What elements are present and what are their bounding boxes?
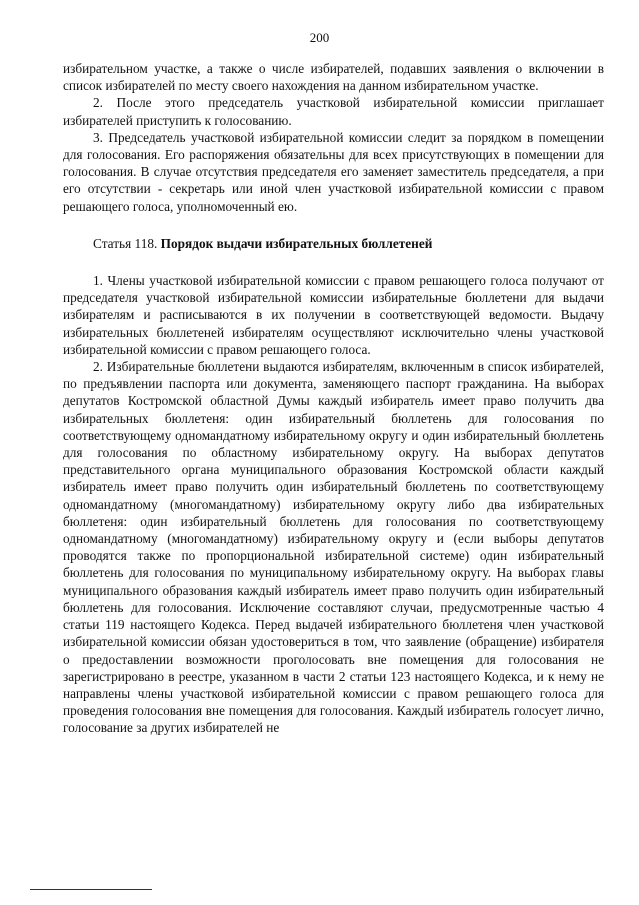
paragraph-item-3: 3. Председатель участковой избирательной комиссии следит за порядком в помещении для голосования. Его распоряжения обязательны для всех присутствующих в помещении для голосования. В случае отсутствия председателя его заменяет заместитель председателя, а при его отсутствии - секретарь или иной член участковой избирательной комиссии с правом решающего голоса, уполномоченный ею. xyxy=(63,129,604,214)
article-title: Порядок выдачи избирательных бюллетеней xyxy=(160,235,433,251)
page-number: 200 xyxy=(309,30,330,45)
article-heading xyxy=(63,235,604,252)
document-body xyxy=(63,60,604,737)
paragraph-item-2: 2. После этого председатель участковой избирательной комиссии приглашает избирателей приступить к голосованию. xyxy=(63,95,604,128)
paragraph-continuation: избирательном участке, а также о числе избирателей, подавших заявления о включении в список избирателей по месту своего нахождения на данном избирательном участке. xyxy=(63,61,604,94)
article-paragraph-2: 2. Избирательные бюллетени выдаются избирателям, включенным в список избирателей, по предъявлении паспорта или документа, заменяющего паспорт гражданина. На выборах депутатов Костромской областной Думы каждый избиратель имеет право получить два избирательных бюллетеня: один избирательный бюллетень для голосования по соответствующему одномандатному избирательному округу и один избирательный бюллетень для голосования по областному избирательному округу. На выборах депутатов представительного органа муниципального образования Костромской области каждый избиратель имеет право получить один избирательный бюллетень по соответствующему одномандатному (многомандатному) избирательному округу либо два избирательных бюллетеня: один избирательный бюллетень для голосования по соответствующему одномандатному (многомандатному) избирательному округу и (если выборы депутатов проводятся также по пропорциональной избирательной системе) один избирательный бюллетень для голосования по муниципальному избирательному округу. На выборах главы муниципального образования каждый избиратель имеет право получить один избирательный бюллетень для голосования. Исключение составляют случаи, предусмотренные частью 4 статьи 119 настоящего Кодекса. Перед выдачей избирательного бюллетеня член участковой избирательной комиссии обязан удостовериться в том, что заявление (обращение) избирателя о предоставлении возможности проголосовать вне помещения для голосования не зарегистрировано в реестре, указанном в части 2 статьи 123 настоящего Кодекса, и к нему не направлены члены участковой избирательной комиссии с правом решающего голоса для проведения голосования вне помещения для голосования. Каждый избиратель голосует лично, голосование за других избирателей не xyxy=(63,359,604,736)
article-paragraph-1: 1. Члены участковой избирательной комиссии с правом решающего голоса получают от председателя участковой избирательной комиссии избирательные бюллетени для выдачи избирателям и расписываются в их получении в соответствующей ведомости. Выдачу избирательных бюллетеней избирателям осуществляют исключительно члены участковой избирательной комиссии с правом решающего голоса. xyxy=(63,273,604,357)
article-number: Статья 118. xyxy=(93,235,158,251)
footnote-divider xyxy=(30,889,152,890)
